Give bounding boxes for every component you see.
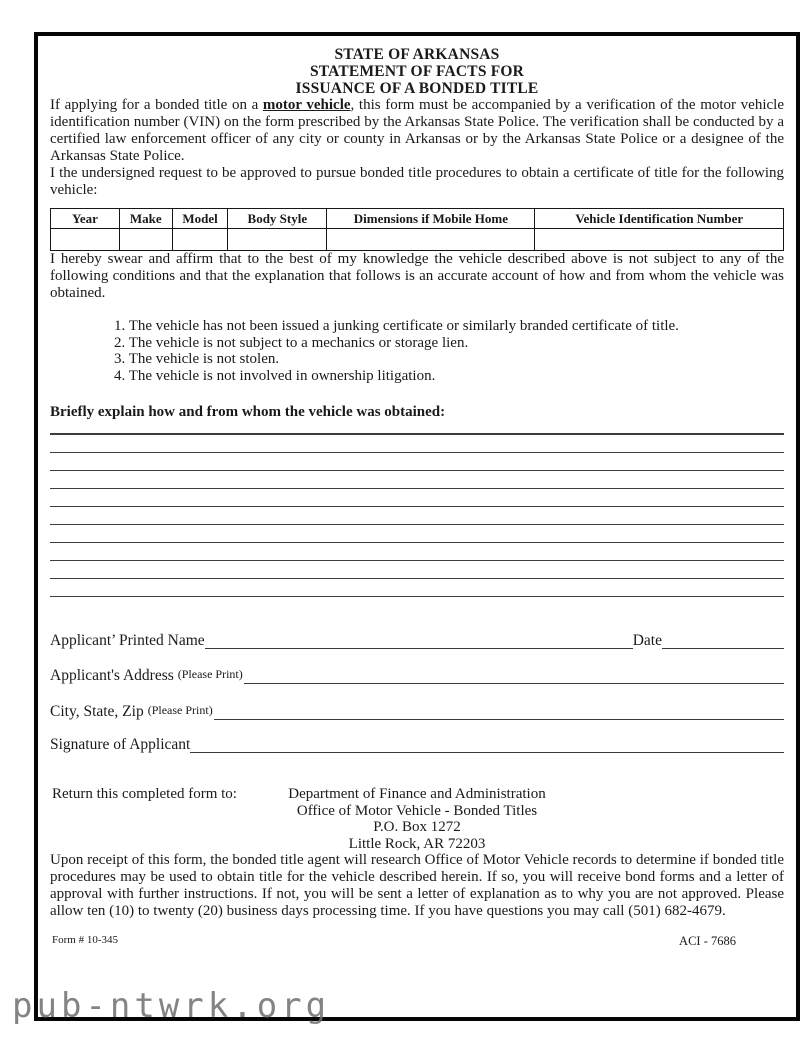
return-address-line-2: Office of Motor Vehicle - Bonded Titles: [296, 802, 538, 819]
explanation-line[interactable]: [50, 452, 784, 470]
request-paragraph: I the undersigned request to be approved to pursue bonded title procedures to obtain a certificate of title for the following vehicle:: [50, 165, 784, 198]
model-cell[interactable]: [172, 229, 228, 251]
printed-name-input-line[interactable]: [205, 632, 633, 649]
explanation-line[interactable]: [50, 524, 784, 542]
printed-name-label: Applicant’ Printed Name: [50, 632, 205, 649]
address-label: Applicant's Address: [50, 667, 174, 684]
explanation-line[interactable]: [50, 470, 784, 488]
signature-label: Signature of Applicant: [50, 736, 191, 753]
form-title-line-1: STATE OF ARKANSAS: [334, 46, 500, 63]
make-cell[interactable]: [119, 229, 172, 251]
explanation-line[interactable]: [50, 596, 784, 614]
city-state-zip-input-line[interactable]: [214, 703, 784, 720]
body-style-cell[interactable]: [228, 229, 327, 251]
watermark-text: pub-ntwrk.org: [12, 986, 331, 1026]
year-cell[interactable]: [51, 229, 120, 251]
return-address-block: [50, 786, 784, 852]
column-header-body-style: Body Style: [228, 209, 327, 229]
city-state-zip-field-row: [50, 702, 784, 720]
column-header-dimensions: Dimensions if Mobile Home: [327, 209, 535, 229]
column-header-model: Model: [172, 209, 228, 229]
conditions-list: [114, 318, 784, 384]
explanation-line[interactable]: [50, 433, 784, 452]
aci-number: ACI - 7686: [679, 934, 736, 948]
column-header-make: Make: [119, 209, 172, 229]
explanation-line[interactable]: [50, 506, 784, 524]
motor-vehicle-emphasis: motor vehicle: [262, 97, 351, 113]
explanation-line[interactable]: [50, 578, 784, 596]
address-please-print-note: (Please Print): [177, 667, 243, 681]
date-input-line[interactable]: [662, 632, 784, 649]
printed-name-field-row: [50, 632, 784, 649]
signature-field-row: [50, 736, 784, 753]
condition-item-3: 3. The vehicle is not stolen.: [114, 351, 280, 367]
city-state-zip-label: City, State, Zip: [50, 703, 144, 720]
vehicle-table-entry-row: [51, 229, 784, 251]
explanation-write-in-area: [50, 433, 784, 614]
vehicle-table-header-row: [51, 209, 784, 229]
affirm-paragraph: I hereby swear and affirm that to the best of my knowledge the vehicle described above is not subject to any of the following conditions and that the explanation that follows is an accurate account of how and from whom the vehicle was obtained.: [50, 251, 784, 301]
return-address-line-3: P.O. Box 1272: [373, 819, 461, 835]
intro-text-before: If applying for a bonded title on a: [50, 97, 263, 113]
explanation-line[interactable]: [50, 560, 784, 578]
form-title-line-2: STATEMENT OF FACTS FOR: [309, 63, 525, 80]
return-address-line-1: Department of Finance and Administration: [288, 786, 546, 802]
intro-paragraph: [50, 97, 784, 165]
date-label: Date: [632, 632, 662, 649]
column-header-year: Year: [51, 209, 120, 229]
explanation-line[interactable]: [50, 488, 784, 506]
form-title-line-3: ISSUANCE OF A BONDED TITLE: [295, 80, 539, 97]
dimensions-cell[interactable]: [327, 229, 535, 251]
vin-cell[interactable]: [535, 229, 784, 251]
form-footer: [50, 934, 784, 949]
condition-item-2: 2. The vehicle is not subject to a mechanics or storage lien.: [114, 334, 469, 351]
form-number: Form # 10-345: [52, 934, 118, 946]
address-field-row: [50, 666, 784, 684]
explain-heading: Briefly explain how and from whom the vehicle was obtained:: [50, 404, 446, 420]
return-address-line-4: Little Rock, AR 72203: [348, 835, 486, 852]
form-page: [34, 32, 800, 1021]
condition-item-1: 1. The vehicle has not been issued a junking certificate or similarly branded certificate of title.: [114, 318, 679, 334]
city-please-print-note: (Please Print): [147, 703, 213, 717]
condition-item-4: 4. The vehicle is not involved in ownership litigation.: [114, 367, 436, 384]
address-input-line[interactable]: [244, 667, 784, 684]
explanation-line[interactable]: [50, 542, 784, 560]
intro-text-after: , this form must be accompanied by a verification of the motor vehicle identification number (VIN) on the form prescribed by the Arkansas State Police. The verification shall be conducted by a certified law enforcement officer of any city or county in Arkansas or by the Arkansas State Police or a designee of the Arkansas State Police.: [50, 97, 784, 164]
form-title: [50, 46, 784, 97]
closing-paragraph: Upon receipt of this form, the bonded title agent will research Office of Motor Vehicle records to determine if bonded title procedures may be used to obtain title for the vehicle described herein. If so, you will receive bond forms and a letter of approval with further instructions. If not, you will be sent a letter of explanation as to why you are not approved. Please allow ten (10) to twenty (20) business days processing time. If you have questions you may call (501) 682-4679.: [50, 852, 784, 919]
column-header-vin: Vehicle Identification Number: [535, 209, 784, 229]
return-to-label: Return this completed form to:: [52, 786, 237, 802]
vehicle-info-table: [50, 208, 784, 251]
signature-input-line[interactable]: [190, 736, 784, 753]
